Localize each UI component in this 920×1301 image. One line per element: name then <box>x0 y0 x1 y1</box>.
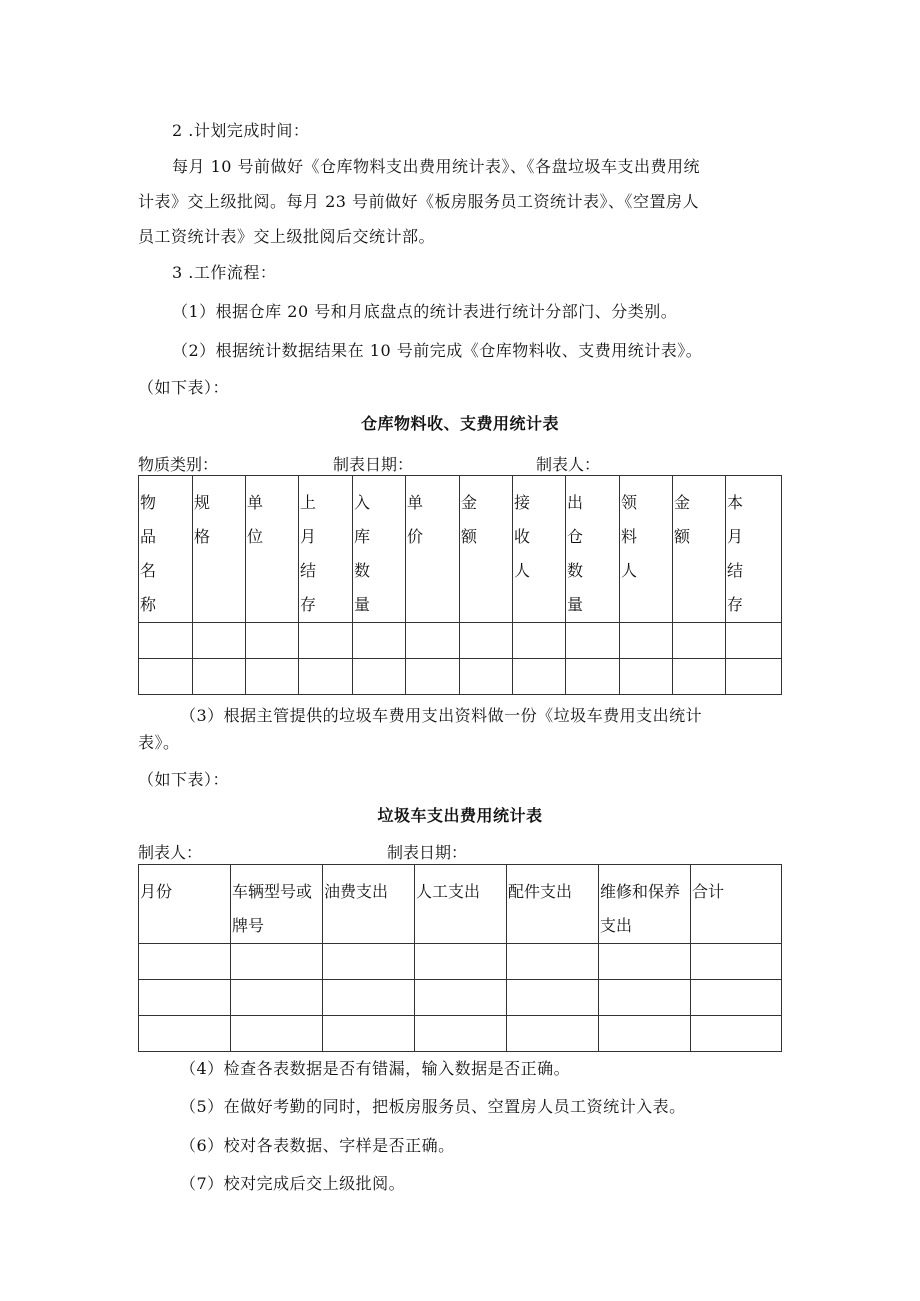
table-cell[interactable] <box>507 944 599 980</box>
header-parts-expense: 配件支出 <box>507 865 599 944</box>
header-labor-expense: 人工支出 <box>415 865 507 944</box>
table-cell[interactable] <box>673 623 726 659</box>
table-cell[interactable] <box>507 980 599 1016</box>
table-row <box>139 623 782 659</box>
table-cell[interactable] <box>299 659 353 695</box>
step-3-note: （如下表）： <box>138 770 230 789</box>
table-row <box>139 1016 782 1052</box>
table-cell[interactable] <box>139 944 231 980</box>
table-cell[interactable] <box>415 944 507 980</box>
header-amount-out: 金 额 <box>673 476 726 623</box>
table-cell[interactable] <box>299 623 353 659</box>
table-cell[interactable] <box>246 623 299 659</box>
header-fuel-expense: 油费支出 <box>323 865 415 944</box>
table-cell[interactable] <box>599 1016 691 1052</box>
table-cell[interactable] <box>566 659 620 695</box>
table-cell[interactable] <box>139 659 193 695</box>
step-1: （1）根据仓库 20 号和月底盘点的统计表进行统计分部门、分类别。 <box>172 302 678 321</box>
section-2-paragraph-line-3: 员工资统计表》交上级批阅后交统计部。 <box>138 227 436 246</box>
table-cell[interactable] <box>139 1016 231 1052</box>
step-2-note: （如下表）： <box>138 378 230 397</box>
header-this-month-balance: 本 月 结 存 <box>726 476 782 623</box>
table-cell[interactable] <box>231 980 323 1016</box>
table-1-title: 仓库物料收、支费用统计表 <box>360 414 559 433</box>
section-2-heading: 2 .计划完成时间： <box>172 121 310 140</box>
table-cell[interactable] <box>246 659 299 695</box>
table-2-title: 垃圾车支出费用统计表 <box>377 806 543 825</box>
table-cell[interactable] <box>415 1016 507 1052</box>
header-inbound-quantity: 入 库 数 量 <box>353 476 406 623</box>
table-cell[interactable] <box>231 944 323 980</box>
table-cell[interactable] <box>323 944 415 980</box>
table-1-category-label: 物质类别： <box>138 455 219 474</box>
section-2-paragraph-line-1: 每月 10 号前做好《仓库物料支出费用统计表》、《各盘垃圾车支出费用统 <box>172 157 701 176</box>
table-cell[interactable] <box>139 623 193 659</box>
table-cell[interactable] <box>406 659 460 695</box>
header-amount-in: 金 额 <box>460 476 513 623</box>
table-2-maker-label: 制表人： <box>138 843 203 862</box>
step-4: （4）检查各表数据是否有错漏，输入数据是否正确。 <box>180 1059 571 1078</box>
table-cell[interactable] <box>691 944 782 980</box>
step-3-line-1: （3）根据主管提供的垃圾车费用支出资料做一份《垃圾车费用支出统计 <box>180 706 703 725</box>
header-unit: 单 位 <box>246 476 299 623</box>
header-outbound-quantity: 出 仓 数 量 <box>566 476 620 623</box>
table-cell[interactable] <box>673 659 726 695</box>
table-row <box>139 980 782 1016</box>
header-month: 月份 <box>139 865 231 944</box>
table-header-row <box>139 865 782 944</box>
table-cell[interactable] <box>353 623 406 659</box>
table-cell[interactable] <box>726 623 782 659</box>
table-header-row <box>139 476 782 623</box>
table-cell[interactable] <box>460 659 513 695</box>
table-1-date-label: 制表日期： <box>333 455 414 474</box>
step-7: （7）校对完成后交上级批阅。 <box>180 1174 406 1193</box>
table-cell[interactable] <box>620 623 673 659</box>
table-cell[interactable] <box>620 659 673 695</box>
header-unit-price: 单 价 <box>406 476 460 623</box>
section-3-heading: 3 .工作流程： <box>172 263 277 282</box>
table-cell[interactable] <box>323 980 415 1016</box>
header-last-month-balance: 上 月 结 存 <box>299 476 353 623</box>
header-maintenance-expense: 维修和保养支出 <box>599 865 691 944</box>
header-requisitioner: 领 料 人 <box>620 476 673 623</box>
section-2-paragraph-line-2: 计表》交上级批阅。每月 23 号前做好《板房服务员工资统计表》、《空置房人 <box>138 192 700 211</box>
table-cell[interactable] <box>566 623 620 659</box>
table-cell[interactable] <box>460 623 513 659</box>
header-specification: 规 格 <box>193 476 246 623</box>
table-row <box>139 944 782 980</box>
garbage-truck-expense-table <box>138 864 782 1052</box>
table-cell[interactable] <box>691 1016 782 1052</box>
table-cell[interactable] <box>139 980 231 1016</box>
step-6: （6）校对各表数据、字样是否正确。 <box>180 1136 455 1155</box>
table-cell[interactable] <box>231 1016 323 1052</box>
table-cell[interactable] <box>323 1016 415 1052</box>
table-cell[interactable] <box>193 659 246 695</box>
step-5: （5）在做好考勤的同时，把板房服务员、空置房人员工资统计入表。 <box>180 1097 686 1116</box>
table-cell[interactable] <box>513 623 566 659</box>
table-cell[interactable] <box>691 980 782 1016</box>
step-3-line-2: 表》。 <box>138 733 180 752</box>
table-row <box>139 659 782 695</box>
table-cell[interactable] <box>415 980 507 1016</box>
table-2-date-label: 制表日期： <box>387 843 468 862</box>
table-cell[interactable] <box>406 623 460 659</box>
step-2: （2）根据统计数据结果在 10 号前完成《仓库物料收、支费用统计表》。 <box>172 341 703 360</box>
table-cell[interactable] <box>599 944 691 980</box>
table-cell[interactable] <box>513 659 566 695</box>
warehouse-materials-table <box>138 475 782 695</box>
table-cell[interactable] <box>353 659 406 695</box>
table-cell[interactable] <box>193 623 246 659</box>
header-total: 合计 <box>691 865 782 944</box>
header-receiver: 接 收 人 <box>513 476 566 623</box>
header-vehicle-model-or-plate: 车辆型号或牌号 <box>231 865 323 944</box>
table-cell[interactable] <box>599 980 691 1016</box>
table-cell[interactable] <box>507 1016 599 1052</box>
table-cell[interactable] <box>726 659 782 695</box>
table-1-maker-label: 制表人： <box>536 455 601 474</box>
header-item-name: 物 品 名 称 <box>139 476 193 623</box>
